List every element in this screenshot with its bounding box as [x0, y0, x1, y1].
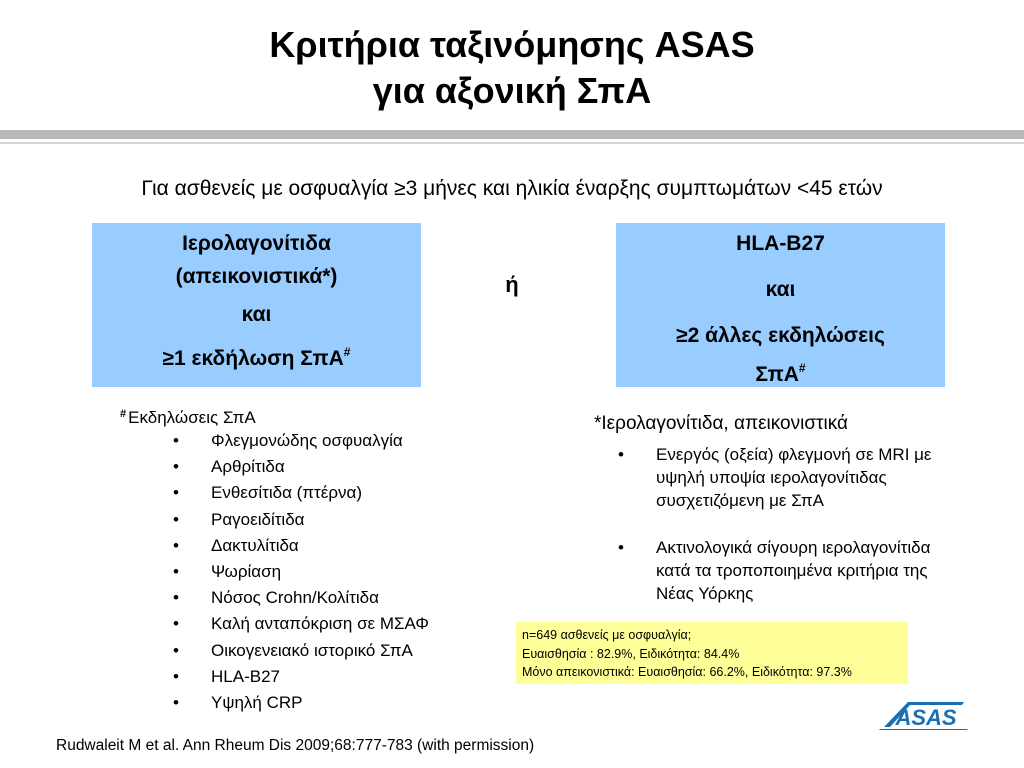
- imaging-item-1-line-1: • Ενεργός (οξεία) φλεγμονή σε MRI με: [656, 445, 932, 464]
- imaging-arm-line-2: (απεικονιστικά*): [175, 265, 338, 288]
- manifestations-footnote-mark: #: [120, 408, 127, 420]
- imaging-arm-connector: και: [241, 303, 272, 326]
- list-item: • Ενθεσίτιδα (πτέρνα): [173, 480, 429, 506]
- imaging-arm-line-4: [92, 336, 421, 375]
- stats-line-3: Μόνο απεικονιστικά: Ευαισθησία: 66.2%, Ειδικότητα: 97.3%: [522, 665, 852, 679]
- imaging-item-2-line-1: • Ακτινολογικά σίγουρη ιερολαγονίτιδα: [656, 538, 931, 557]
- clinical-arm-connector: και: [765, 278, 796, 301]
- list-item: • Ψωρίαση: [173, 559, 429, 585]
- imaging-arm-line-4-text: ≥1 εκδήλωση ΣπΑ: [162, 347, 344, 370]
- list-item: • HLA-B27: [173, 664, 429, 690]
- title-line-1: Κριτήρια ταξινόμησης ASAS: [269, 24, 755, 65]
- imaging-arm-footnote-mark: #: [343, 345, 351, 359]
- imaging-arm-box: [92, 223, 421, 387]
- imaging-definition-list: [618, 443, 988, 605]
- or-label: ή: [505, 272, 519, 297]
- citation: Rudwaleit M et al. Ann Rheum Dis 2009;68:777-783 (with permission): [56, 737, 535, 754]
- clinical-arm-box: [616, 223, 945, 387]
- list-item: • Καλή ανταπόκριση σε ΜΣΑΦ: [173, 611, 429, 637]
- performance-stats-box: [516, 622, 908, 684]
- stats-line-2: Ευαισθησία : 82.9%, Ειδικότητα: 84.4%: [522, 646, 740, 661]
- clinical-arm-footnote-mark: #: [798, 361, 806, 375]
- page-title: [0, 22, 1024, 114]
- clinical-arm-line-1: HLA-B27: [736, 232, 825, 255]
- asas-logo-text: ASAS: [895, 705, 957, 730]
- list-item: [618, 443, 988, 512]
- manifestations-title: Εκδηλώσεις ΣπΑ: [128, 408, 256, 427]
- imaging-item-1-line-2: υψηλή υποψία ιερολαγονίτιδας: [656, 468, 887, 487]
- list-item: • Αρθρίτιδα: [173, 454, 429, 480]
- clinical-arm-line-3: ≥2 άλλες εκδηλώσεις: [676, 324, 885, 347]
- manifestations-heading: [120, 402, 256, 430]
- imaging-definition-heading: *Ιερολαγονίτιδα, απεικονιστικά: [594, 413, 849, 434]
- imaging-arm-line-1: Ιερολαγονίτιδα: [182, 232, 331, 255]
- title-divider-shadow: [0, 142, 1024, 144]
- list-item: • Ραγοειδίτιδα: [173, 507, 429, 533]
- imaging-item-2-line-2: κατά τα τροποποιημένα κριτήρια της: [656, 561, 928, 580]
- imaging-item-2-line-3: Νέας Υόρκης: [656, 584, 754, 603]
- manifestations-list: [173, 428, 429, 716]
- imaging-item-1-line-3: συσχετιζόμενη με ΣπΑ: [656, 491, 824, 510]
- list-item: [618, 536, 988, 605]
- list-item: • Φλεγμονώδης οσφυαλγία: [173, 428, 429, 454]
- stats-line-1: n=649 ασθενείς με οσφυαλγία;: [522, 628, 692, 642]
- asas-logo-icon: [878, 696, 970, 730]
- clinical-arm-line-4: [616, 352, 945, 391]
- clinical-arm-line-4-text: ΣπΑ: [755, 363, 799, 386]
- patient-criteria-subtitle: Για ασθενείς με οσφυαλγία ≥3 μήνες και ηλικία έναρξης συμπτωμάτων <45 ετών: [141, 177, 883, 200]
- title-line-2: για αξονική ΣπΑ: [372, 70, 652, 111]
- title-divider: [0, 130, 1024, 139]
- list-item: • Υψηλή CRP: [173, 690, 429, 716]
- list-item: • Δακτυλίτιδα: [173, 533, 429, 559]
- list-item: • Οικογενειακό ιστορικό ΣπΑ: [173, 638, 429, 664]
- list-item: • Νόσος Crohn/Κολίτιδα: [173, 585, 429, 611]
